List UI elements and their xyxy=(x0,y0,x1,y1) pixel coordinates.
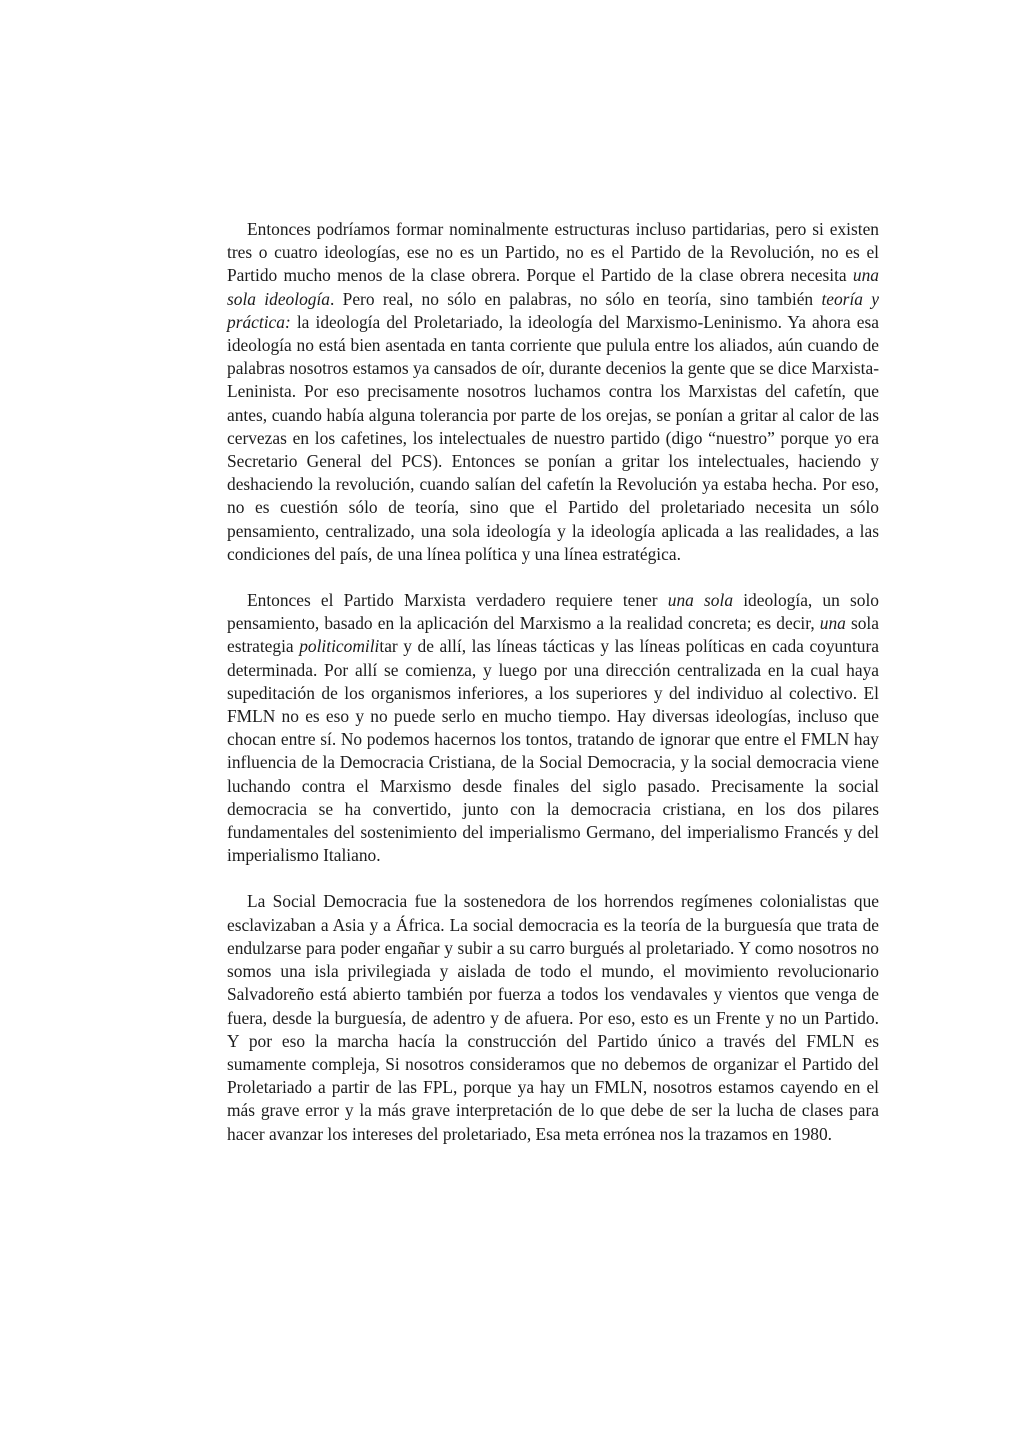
paragraph-1-emphasis-teoria-y-practica: teoría y práctica: xyxy=(227,288,880,332)
paragraph-1-emphasis-una-sola-ideologia: una sola ideología xyxy=(227,265,879,309)
paragraph-2-emphasis-una-sola: una sola xyxy=(667,590,734,611)
paragraph-1-text: Entonces podríamos formar nominalmente estructuras incluso partidarias, pero si existen tres o cuatro ideologías, ese no es un Partido, no es el Partido de la Revolución, no es el Partido mucho menos de la clase obrera. Porque el Partido de la clase obrera necesita xyxy=(227,219,879,286)
paragraph-2-emphasis-una: una xyxy=(819,613,846,634)
paragraph-2-text: sola estrategia xyxy=(227,613,879,657)
document-page xyxy=(227,218,879,1146)
paragraph-2-text: tar y de allí, las líneas tácticas y las líneas políticas en cada coyuntura determinada. Por allí se comienza, y luego por una dirección centralizada en la cual haya supeditación de los organismos inferiores, a los superiores y del individuo al colectivo. El FMLN no es eso y no puede serlo en mucho tiempo. Hay diversas ideologías, incluso que chocan entre sí. No podemos hacernos los tontos, tratando de ignorar que entre el FMLN hay influencia de la Democracia Cristiana, de la Social Democracia, y la social democracia viene luchando contra el Marxismo desde finales del siglo pasado. Precisamente la social democracia se ha convertido, junto con la democracia cristiana, en los dos pilares fundamentales del sostenimiento del imperialismo Germano, del imperialismo Francés y del imperialismo Italiano. xyxy=(227,636,879,866)
paragraph-1-text: . Pero real, no sólo en palabras, no sólo en teoría, sino también xyxy=(330,288,822,309)
paragraph-2-emphasis-politicomili: politicomili xyxy=(299,636,380,657)
paragraph-2-text: ideología, un solo pensamiento, basado en la aplicación del Marxismo a la realidad concreta; es decir, xyxy=(227,590,879,634)
paragraph-3 xyxy=(227,890,879,1145)
paragraph-3-text: La Social Democracia fue la sostenedora de los horrendos regímenes colonialistas que esclavizaban a Asia y a África. La social democracia es la teoría de la burguesía que trata de endulzarse para poder engañar y subir a su carro burgués al proletariado. Y como nosotros no somos una isla privilegiada y aislada de todo el mundo, el movimiento revolucionario Salvadoreño está abierto también por fuerza a todos los vendavales y vientos que venga de fuera, desde la burguesía, de adentro y de afuera. Por eso, esto es un Frente y no un Partido. Y por eso la marcha hacía la construcción del Partido único a través del FMLN es sumamente compleja, Si nosotros consideramos que no debemos de organizar el Partido del Proletariado a partir de las FPL, porque ya hay un FMLN, nosotros estamos cayendo en el más grave error y la más grave interpretación de lo que debe de ser la lucha de clases para hacer avanzar los intereses del proletariado, Esa meta errónea nos la trazamos en 1980. xyxy=(227,891,879,1144)
paragraph-2 xyxy=(227,589,879,867)
paragraph-1-text: la ideología del Proletariado, la ideología del Marxismo-Leninismo. Ya ahora esa ideología no está bien asentada en tanta corriente que pulula entre los aliados, aún cuando de palabras nosotros estamos ya cansados de oír, durante decenios la gente que se dice Marxista-Leninista. Por eso precisamente nosotros luchamos contra los Marxistas del cafetín, que antes, cuando había alguna tolerancia por parte de los orejas, se ponían a gritar al calor de las cervezas en los cafetines, los intelectuales de nuestro partido (digo “nuestro” porque yo era Secretario General del PCS). Entonces se ponían a gritar los intelectuales, haciendo y deshaciendo la revolución, cuando salían del cafetín la Revolución ya estaba hecha. Por eso, no es cuestión sólo de teoría, sino que el Partido del proletariado necesita un sólo pensamiento, centralizado, una sola ideología y la ideología aplicada a las realidades, a las condiciones del país, de una línea política y una línea estratégica. xyxy=(227,311,879,564)
paragraph-2-text: Entonces el Partido Marxista verdadero requiere tener xyxy=(247,590,668,611)
paragraph-1 xyxy=(227,218,879,566)
